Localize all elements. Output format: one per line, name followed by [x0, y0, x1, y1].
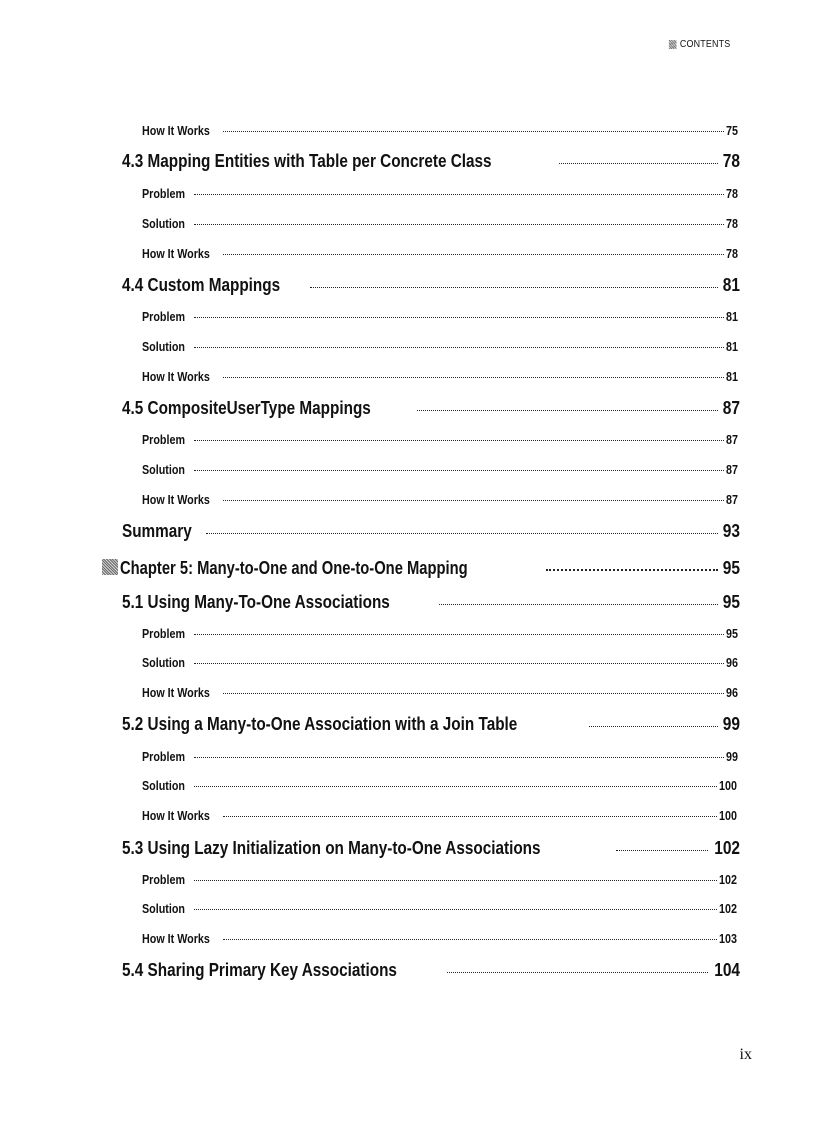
dot-leader	[223, 500, 724, 501]
toc-entry-title: How It Works	[142, 686, 210, 700]
page-number: ix	[739, 1046, 752, 1063]
toc-entry-page: 102	[719, 873, 738, 887]
toc-entry-page: 99	[722, 714, 740, 734]
toc-entry-title: How It Works	[142, 247, 210, 261]
toc-entry-page: 95	[722, 558, 740, 578]
toc-entry[interactable]	[142, 187, 740, 201]
dot-leader	[194, 634, 724, 635]
dot-leader	[194, 317, 724, 318]
dot-leader	[439, 604, 718, 605]
dot-leader	[223, 131, 724, 132]
toc-entry-title: Problem	[142, 750, 186, 764]
dot-leader	[223, 377, 724, 378]
toc-entry-page: 81	[726, 310, 739, 324]
toc-entry[interactable]	[142, 932, 740, 946]
dot-leader	[194, 757, 724, 758]
toc-entry-title: Problem	[142, 433, 186, 447]
toc-entry[interactable]	[142, 217, 740, 231]
toc-entry-title: 4.5 CompositeUserType Mappings	[122, 398, 371, 418]
toc-entry[interactable]	[142, 247, 740, 261]
toc-entry-page: 99	[726, 750, 739, 764]
toc-entry-title: 5.2 Using a Many-to-One Association with a Join Table	[122, 714, 518, 734]
toc-entry-page: 78	[726, 217, 739, 231]
toc-entry-page: 81	[726, 340, 739, 354]
toc-entry-title: How It Works	[142, 932, 210, 946]
toc-entry[interactable]	[122, 151, 740, 172]
toc-entry[interactable]	[142, 809, 740, 823]
toc-entry[interactable]	[122, 838, 740, 859]
toc-entry-title: Summary	[122, 521, 192, 541]
toc-entry[interactable]	[142, 493, 740, 507]
toc-entry[interactable]	[122, 275, 740, 296]
toc-entry-title: Problem	[142, 873, 186, 887]
toc-entry[interactable]	[142, 656, 740, 670]
dot-leader	[559, 163, 718, 164]
dot-leader	[223, 816, 717, 817]
toc-entry-page: 102	[714, 838, 740, 858]
toc-entry-title: 4.4 Custom Mappings	[122, 275, 281, 295]
toc-entry[interactable]	[142, 686, 740, 700]
dot-leader	[194, 786, 717, 787]
toc-entry-title: 5.3 Using Lazy Initialization on Many-to-One Associations	[122, 838, 541, 858]
toc-entry[interactable]	[142, 340, 740, 354]
toc-entry-page: 78	[726, 187, 739, 201]
chapter-marker-icon	[102, 559, 118, 575]
toc-entry[interactable]	[142, 750, 740, 764]
dot-leader	[194, 224, 724, 225]
toc-entry-page: 96	[726, 686, 739, 700]
toc-entry-page: 100	[719, 779, 738, 793]
dot-leader	[447, 972, 707, 973]
toc-entry-page: 95	[722, 592, 740, 612]
toc-entry[interactable]	[142, 463, 740, 477]
toc-entry-page: 103	[719, 932, 738, 946]
toc-entry-title: Problem	[142, 627, 186, 641]
toc-entry-title: Solution	[142, 902, 185, 916]
dot-leader	[223, 254, 724, 255]
toc-entry-title: How It Works	[142, 493, 210, 507]
toc-entry-title: How It Works	[142, 809, 210, 823]
toc-entry[interactable]	[142, 310, 740, 324]
dot-leader	[194, 470, 724, 471]
toc-entry-page: 104	[714, 960, 740, 980]
dot-leader	[546, 569, 718, 571]
toc-entry[interactable]	[142, 873, 740, 887]
toc-entry-page: 100	[719, 809, 738, 823]
toc-chapter-title	[102, 558, 544, 579]
toc-entry-title: Solution	[142, 340, 185, 354]
toc-entry-page: 87	[722, 398, 740, 418]
toc-entry-page: 93	[722, 521, 740, 541]
dot-leader	[194, 880, 717, 881]
toc-entry-title: 4.3 Mapping Entities with Table per Concrete Class	[122, 151, 492, 171]
dot-leader	[417, 410, 718, 411]
toc-entry[interactable]	[122, 521, 740, 542]
toc-entry-title: How It Works	[142, 124, 210, 138]
dot-leader	[194, 347, 724, 348]
dot-leader	[310, 287, 718, 288]
toc-entry-title: Solution	[142, 217, 185, 231]
toc-entry-page: 81	[722, 275, 740, 295]
toc-entry[interactable]	[142, 902, 740, 916]
dot-leader	[616, 850, 708, 851]
toc-entry-page: 87	[726, 433, 739, 447]
toc-entry-page: 75	[726, 124, 739, 138]
toc-entry[interactable]	[122, 714, 740, 735]
toc-chapter-entry[interactable]	[102, 558, 740, 579]
toc-entry-title: Problem	[142, 310, 186, 324]
toc-entry-title: 5.1 Using Many-To-One Associations	[122, 592, 390, 612]
toc-entry[interactable]	[142, 433, 740, 447]
dot-leader	[194, 440, 724, 441]
dot-leader	[206, 533, 718, 534]
toc-entry-page: 87	[726, 463, 739, 477]
dot-leader	[194, 909, 717, 910]
dot-leader	[223, 693, 724, 694]
toc-entry[interactable]	[142, 627, 740, 641]
dot-leader	[194, 194, 724, 195]
header-label: CONTENTS	[679, 38, 730, 50]
toc-entry-title: How It Works	[142, 370, 210, 384]
dot-leader	[194, 663, 724, 664]
toc-entry[interactable]	[122, 398, 740, 419]
toc-entry-page: 96	[726, 656, 739, 670]
toc-entry-title: 5.4 Sharing Primary Key Associations	[122, 960, 397, 980]
toc-entry-title: Solution	[142, 779, 185, 793]
dot-leader	[223, 939, 717, 940]
toc-entry-title: Chapter 5: Many-to-One and One-to-One Mapping	[120, 558, 468, 578]
toc-entry[interactable]	[142, 124, 740, 138]
toc-entry[interactable]	[142, 779, 740, 793]
toc-entry-page: 95	[726, 627, 739, 641]
toc-entry-title: Problem	[142, 187, 186, 201]
toc-entry-title: Solution	[142, 463, 185, 477]
toc-entry-page: 87	[726, 493, 739, 507]
toc-entry[interactable]	[122, 592, 740, 613]
toc-entry-title: Solution	[142, 656, 185, 670]
dot-leader	[589, 726, 718, 727]
toc-entry-page: 78	[722, 151, 740, 171]
toc-entry[interactable]	[142, 370, 740, 384]
toc-entry-page: 81	[726, 370, 739, 384]
toc-entry-page: 78	[726, 247, 739, 261]
toc-entry[interactable]	[122, 960, 740, 981]
toc-entry-page: 102	[719, 902, 738, 916]
